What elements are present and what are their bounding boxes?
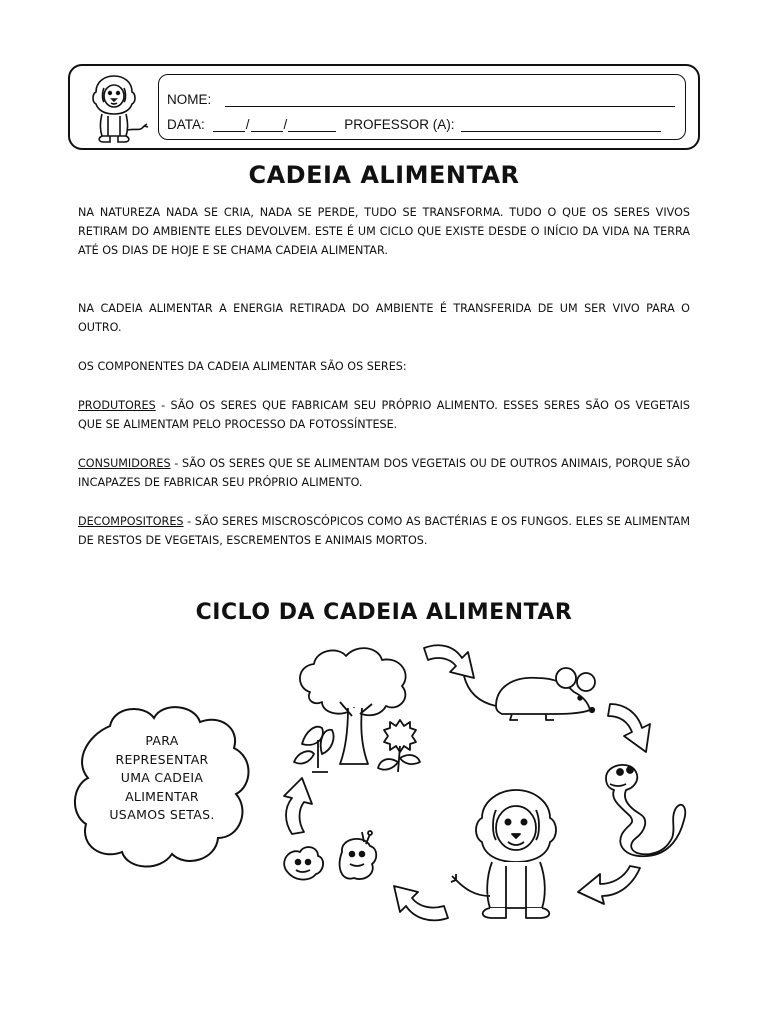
term-consumers: CONSUMIDORES	[78, 457, 171, 470]
page-title: CADEIA ALIMENTAR	[248, 161, 520, 189]
energy-paragraph: NA CADEIA ALIMENTAR A ENERGIA RETIRADA DO AMBIENTE É TRANSFERIDA DE UM SER VIVO PARA O OUTRO.	[78, 302, 690, 334]
cloud-line: UMA CADEIA	[120, 770, 204, 786]
definition-consumers	[78, 454, 690, 492]
definition-text: - SÃO OS SERES QUE FABRICAM SEU PRÓPRIO ALIMENTO. ESSES SERES SÃO OS VEGETAIS QUE SE ALIMENTAM PELO PROCESSO DA FOTOSSÍNTESE.	[78, 399, 690, 431]
definition-producers	[78, 396, 690, 434]
date-teacher-row	[167, 117, 675, 132]
cloud-line: PARA	[145, 733, 179, 748]
term-producers: PRODUTORES	[78, 399, 156, 412]
teacher-field[interactable]	[461, 117, 661, 132]
components-paragraph: OS COMPONENTES DA CADEIA ALIMENTAR SÃO OS SERES:	[78, 360, 407, 373]
cycle-arrow-icon	[278, 776, 318, 838]
cloud-text	[70, 732, 254, 825]
cycle-arrow-icon	[604, 698, 660, 756]
mouse-icon	[462, 662, 606, 722]
teacher-label: PROFESSOR (A):	[344, 117, 455, 132]
cycle-arrow-icon	[386, 880, 452, 926]
term-decomposers: DECOMPOSITORES	[78, 515, 184, 528]
header-box	[68, 64, 700, 150]
date-separator: /	[283, 117, 288, 132]
cycle-arrow-icon	[420, 640, 482, 684]
cloud-line: USAMOS SETAS.	[109, 807, 215, 823]
date-month-field[interactable]	[251, 117, 283, 132]
date-label: DATA:	[167, 117, 205, 132]
definition-text: - SÃO OS SERES QUE SE ALIMENTAM DOS VEGETAIS OU DE OUTROS ANIMAIS, PORQUE SÃO INCAPAZES DE FABRICAR SEU PRÓPRIO ALIMENTO.	[78, 457, 690, 489]
snake-icon	[596, 758, 692, 858]
definition-decomposers	[78, 512, 690, 550]
date-separator: /	[245, 117, 250, 132]
lion-icon	[446, 788, 586, 920]
intro-paragraph: NA NATUREZA NADA SE CRIA, NADA SE PERDE, TUDO SE TRANSFORMA. TUDO O QUE OS SERES VIVOS RETIRAM DO AMBIENTE ELES DEVOLVEM. ESTE É UM CICLO QUE EXISTE DESDE O INÍCIO DA VIDA NA TERRA ATÉ OS DIAS DE HOJE E SE CHAMA CADEIA ALIMENTAR.	[78, 206, 690, 257]
name-field[interactable]	[225, 92, 675, 107]
cloud-line: REPRESENTAR	[115, 751, 209, 767]
name-label: NOME:	[167, 92, 212, 107]
definition-text: - SÃO SERES MISCROSCÓPICOS COMO AS BACTÉRIAS E OS FUNGOS. ELES SE ALIMENTAM DE RESTOS DE VEGETAIS, ESCREMENTOS E ANIMAIS MORTOS.	[78, 515, 690, 547]
name-row	[167, 92, 675, 107]
date-day-field[interactable]	[213, 117, 245, 132]
student-info-fields	[158, 74, 686, 140]
cloud-line: ALIMENTAR	[125, 788, 199, 804]
plants-icon	[282, 644, 438, 776]
cycle-arrow-icon	[574, 864, 646, 908]
lion-icon	[78, 72, 150, 144]
date-year-field[interactable]	[288, 117, 336, 132]
cycle-title: CICLO DA CADEIA ALIMENTAR	[195, 600, 573, 625]
